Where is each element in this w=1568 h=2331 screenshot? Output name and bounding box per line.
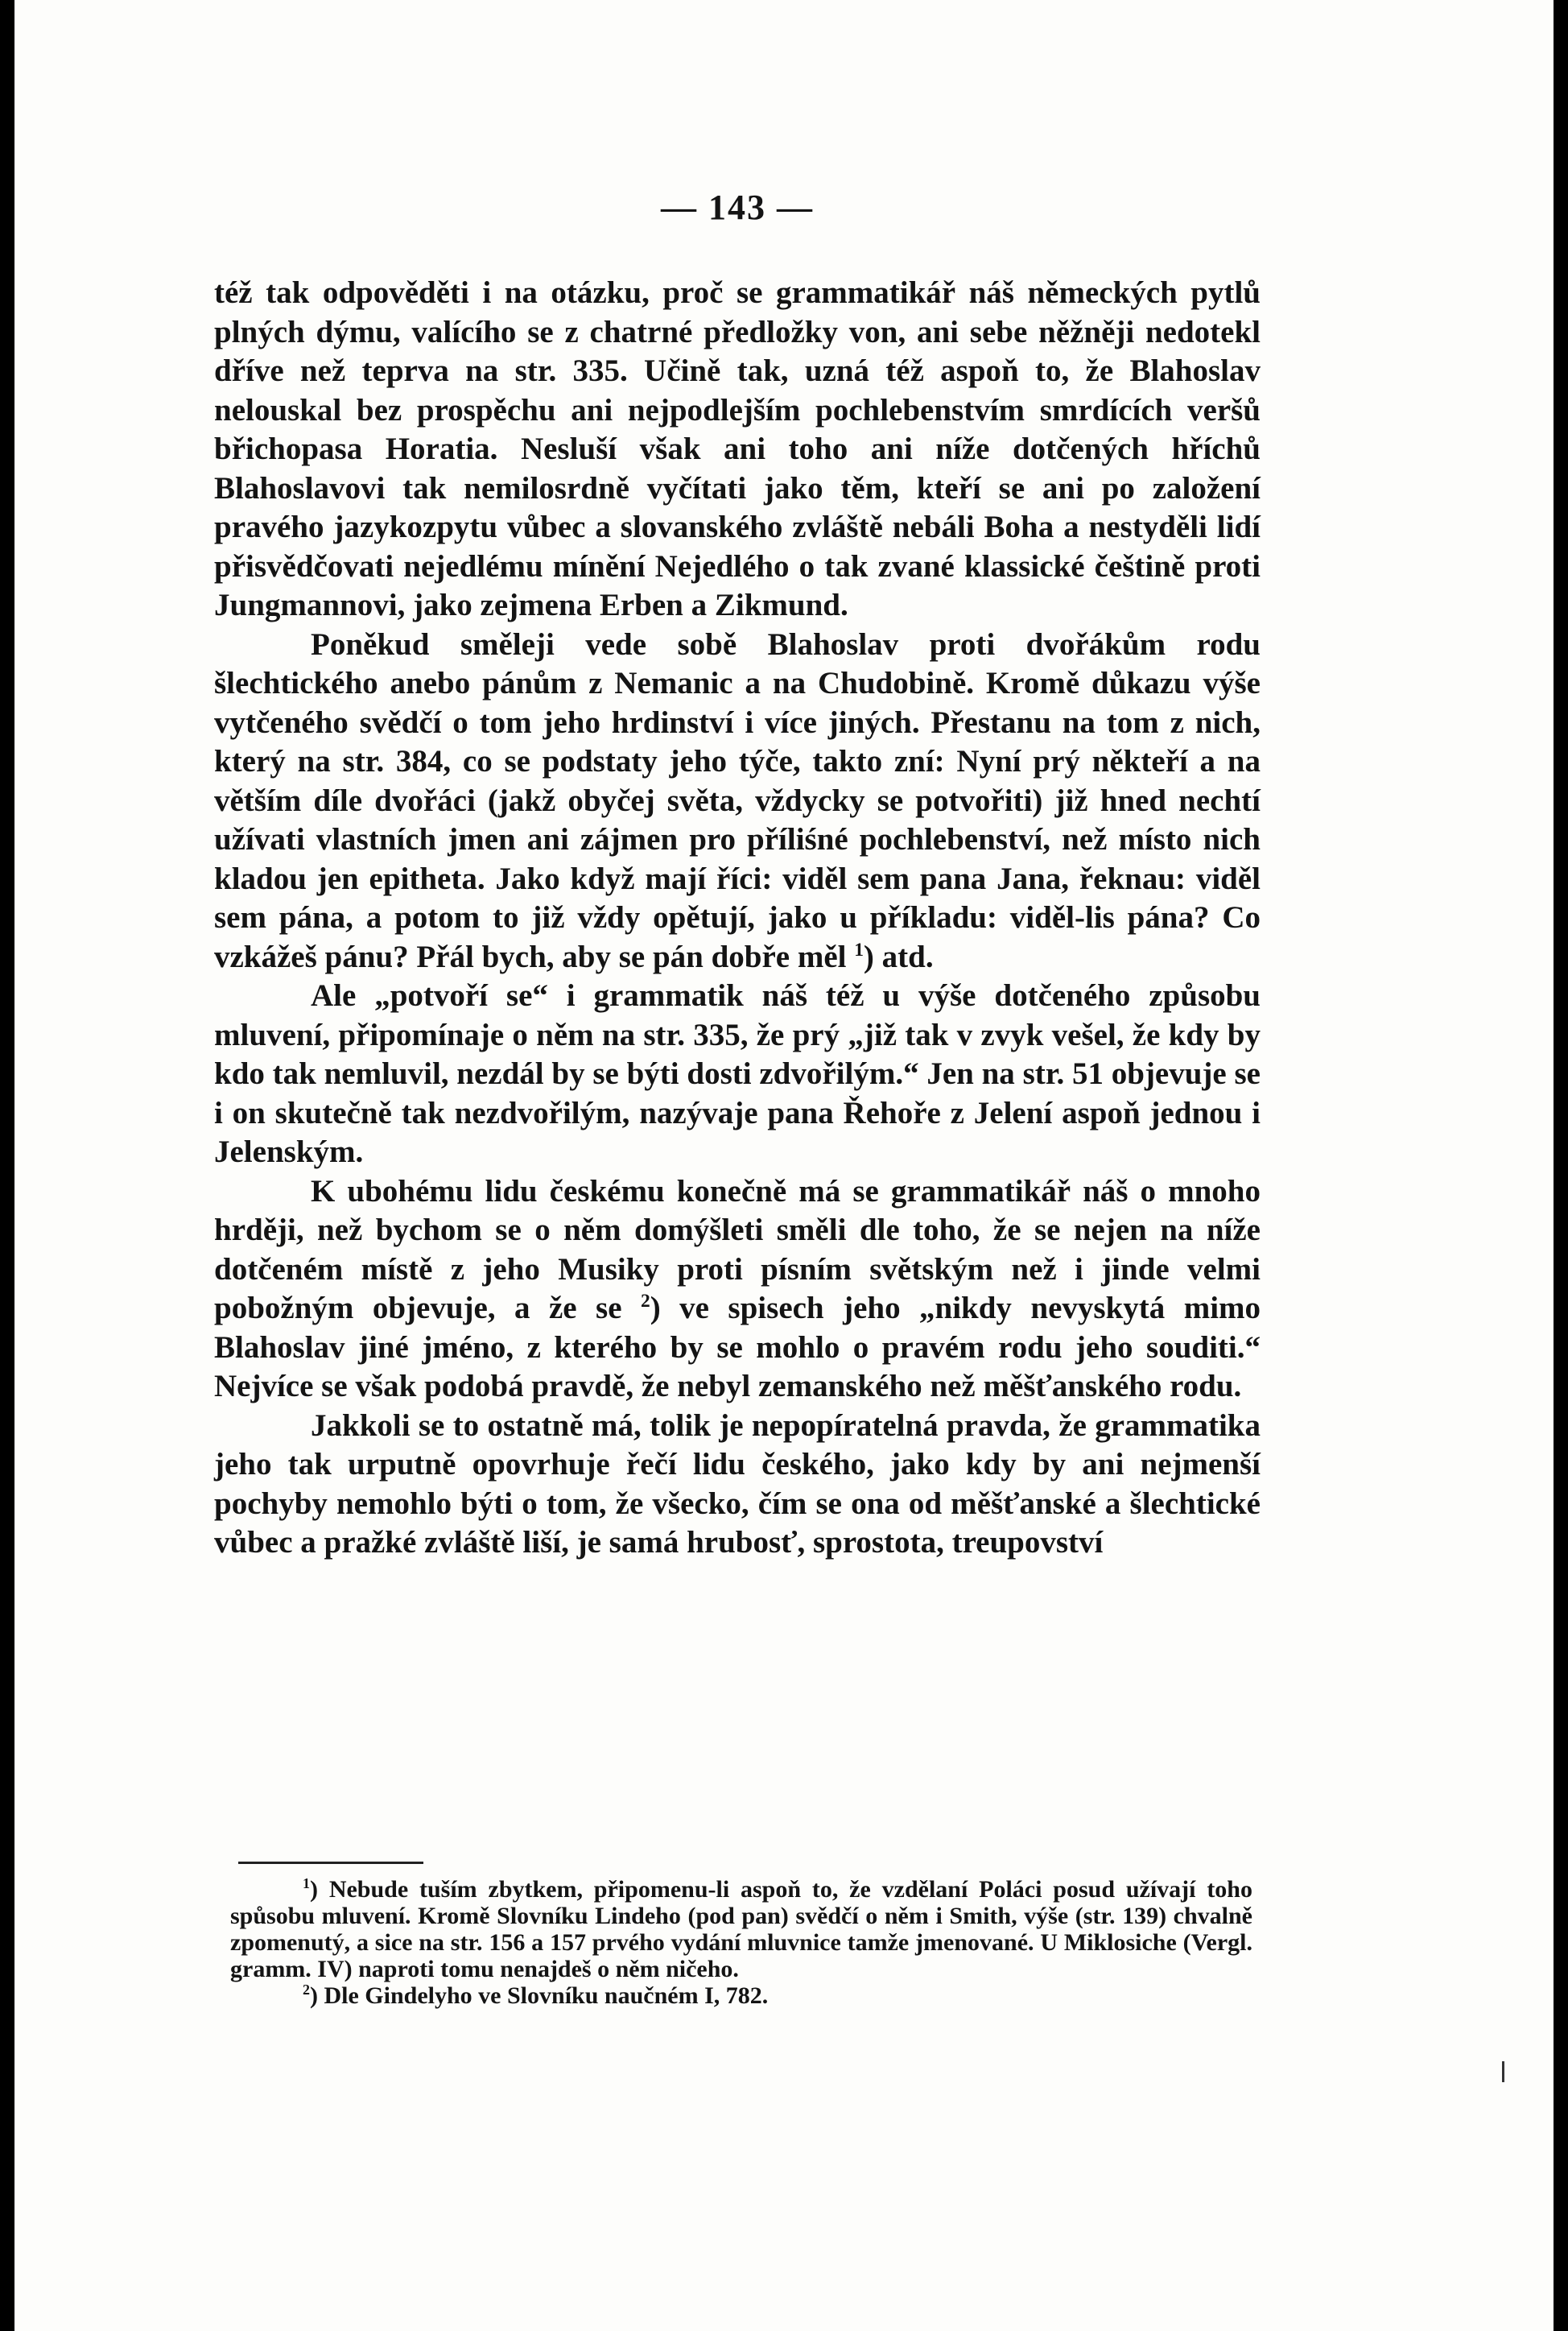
book-page [14,0,1554,2331]
body-text [214,274,1261,1563]
footnote-ref-1: 1 [854,939,864,961]
paragraph-3: Ale „potvoří se“ i grammatik náš též u výše dotčeného způsobu mluvení, připomínaje o něm na str. 335, že prý „již tak v zvyk vešel, že kdy by kdo tak nemluvil, nezdál by se býti dosti zdvořilým.“ Jen na str. 51 objevuje se i on skutečně tak nezdvořilým, nazývaje pana Řehoře z Jelení aspoň jednou i Jelenským. [214,978,1261,1169]
footnote-1-text: ) Nebude tuším zbytkem, připomenu-li aspoň to, že vzdělaní Poláci posud užívají toho spůsobu mluvení. Kromě Slovníku Lindeho (pod pan) svědčí o něm i Smith, výše (str. 139) chvalně zpomenutý, a sice na str. 156 a 157 prvého vydání mluvnice tamže jmenované. U Miklosiche (Vergl. gramm. IV) naproti tomu nenajdeš o něm ničeho. [230,1876,1252,1982]
paragraph-4-text: K ubohému lidu českému konečně má se grammatikář náš o mnoho hrději, než bychom se o něm domýšleti směli dle toho, že se nejen na níže dotčeném místě z jeho Musiky proti písním světským než i jinde velmi pobožným objevuje, a že se [214,1173,1261,1325]
margin-mark [1502,2061,1504,2082]
footnote-1-marker: 1 [303,1875,310,1891]
paragraph-1: též tak odpověděti i na otázku, proč se grammatikář náš německých pytlů plných dýmu, valícího se z chatrné předložky von, ani sebe něžněji nedotekl dříve než teprva na str. 335. Učině tak, uzná též aspoň to, že Blahoslav nelouskal bez prospěchu ani nejpodlejším pochlebenstvím smrdících veršů břichopasa Horatia. Nesluší však ani toho ani níže dotčených hříchů Blahoslavovi tak nemilosrdně vyčítati jako těm, kteří se ani po založení pravého jazykozpytu vůbec a slovanského zvláště nebáli Boha a nestyděli lidí přisvědčovati nejedlému mínění Nejedlého o tak zvané klassické češtině proti Jungmannovi, jako zejmena Erben a Zikmund. [214,275,1261,622]
paragraph-4-tail: ) ve spisech jeho „nikdy nevyskytá mimo Blahoslav jiné jméno, z kterého by se mohlo o pravém rodu jeho souditi.“ Nejvíce se však podobá pravdě, že nebyl zemanského než měšťanského rodu. [214,1291,1261,1403]
paragraph-2-text: Poněkud směleji vede sobě Blahoslav proti dvořákům rodu šlechtického anebo pánům z Nemanic a na Chudobině. Kromě důkazu výše vytčeného svědčí o tom jeho hrdinství i více jiných. Přestanu na tom z nich, který na str. 384, co se podstaty jeho týče, takto zní: Nyní prý někteří a na větším díle dvořáci (jakž obyčej světa, vždycky se potvořiti) již hned nechtí užívati vlastních jmen ani zájmen pro příliśné pochlebenství, než místo nich kladou jen epitheta. Jako když mají říci: viděl sem pana Jana, řeknau: viděl sem pána, a potom to již vždy opětují, jako u příkladu: viděl-lis pána? Co vzkážeš pánu? Přál bych, aby se pán dobře měl [214,626,1261,974]
footnote-2-marker: 2 [303,1982,310,1998]
footnote-2-text: ) Dle Gindelyho ve Slovníku naučném I, 782. [310,1982,769,2009]
footnote-2 [230,1982,1252,2009]
paragraph-2-tail: ) atd. [863,939,934,974]
paragraph-4 [214,1172,1261,1407]
footnote-ref-2: 2 [641,1291,650,1312]
page-number: — 143 — [661,188,814,227]
paragraph-5: Jakkoli se to ostatně má, tolik je nepopíratelná pravda, že grammatika jeho tak urputně opovrhuje řečí lidu českého, jako kdy by ani nejmenší pochyby nemohlo býti o tom, že všecko, čím se ona od měšťanské a šlechtické vůbec a pražké zvláště liší, je samá hrubosť, sprostota, treupovství [214,1407,1261,1560]
footnotes [230,1876,1252,2009]
footnote-divider [238,1862,423,1864]
footnote-1 [230,1876,1252,1982]
paragraph-2 [214,626,1261,977]
